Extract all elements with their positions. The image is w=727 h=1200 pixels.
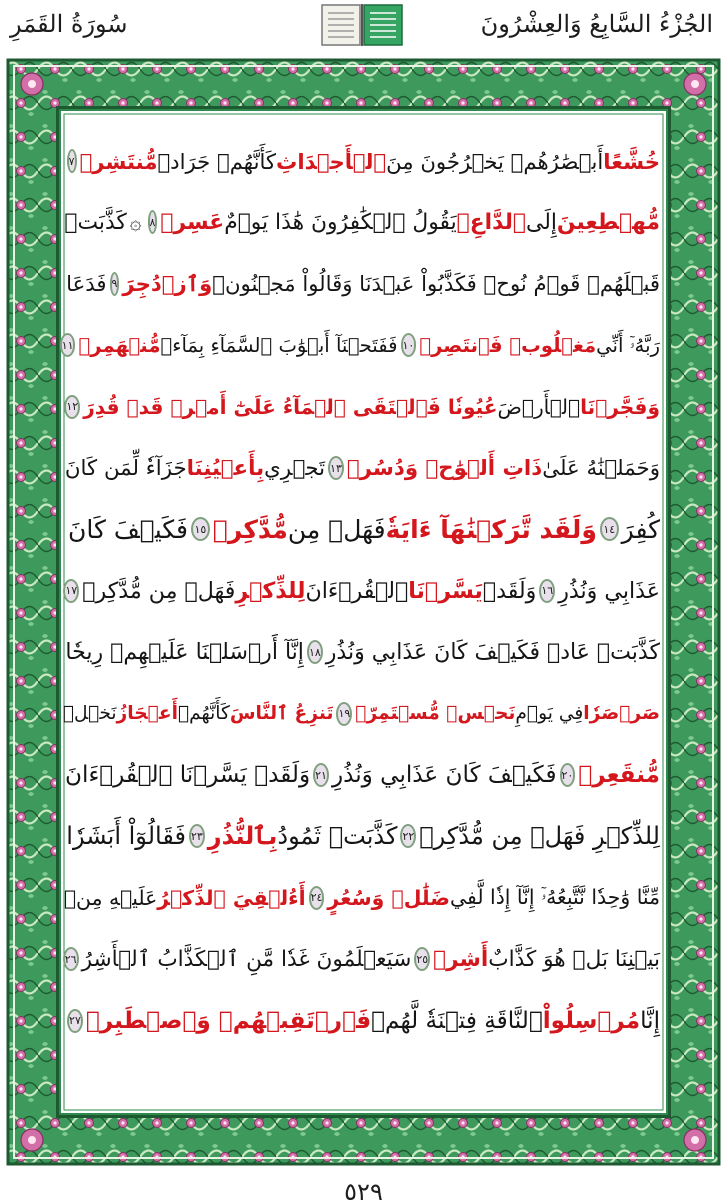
verse-text: يَقُولُ ٱلۡكَٰفِرُونَ هَٰذَا يَوۡمٌ bbox=[224, 209, 457, 235]
verse-line bbox=[64, 929, 660, 989]
ayah-number-marker[interactable]: ١٧ bbox=[63, 579, 79, 603]
juz-title: الجُزْءُ السَّابِعُ وَالعِشْرُونَ bbox=[480, 10, 713, 38]
verse-text: إِنَّآ أَرۡسَلۡنَا عَلَيۡهِمۡ رِيحٗا bbox=[65, 639, 304, 665]
verse-line bbox=[68, 991, 660, 1051]
verse-text: فَكَيۡفَ كَانَ عَذَابِي وَنُذُرِ bbox=[331, 762, 557, 788]
ayah-number-marker[interactable]: ١٢ bbox=[64, 395, 80, 419]
verse-text: كَأَنَّهُمۡ جَرَادٞ bbox=[157, 148, 277, 174]
tajweed-highlight-text: خُشَّعًا bbox=[603, 148, 660, 174]
tajweed-highlight-text: مُّهۡطِعِينَ bbox=[556, 209, 660, 235]
verse-line bbox=[68, 254, 660, 314]
tajweed-highlight-text: أَشِرٞ bbox=[433, 946, 489, 972]
verse-text: عَلَيۡهِ مِنۢ bbox=[63, 885, 158, 910]
verse-text: كَذَّبَتۡ ثَمُودُ bbox=[277, 822, 398, 851]
tajweed-highlight-text: يَسَّرۡنَا bbox=[408, 577, 483, 604]
verse-text: أَبۡصَٰرُهُمۡ يَخۡرُجُونَ مِنَ bbox=[386, 148, 604, 174]
tajweed-highlight-text: ٱلدَّاعِۖ bbox=[456, 209, 527, 235]
tajweed-highlight-text: ضَلَٰلٖ وَسُعُرٍ bbox=[327, 885, 450, 910]
verse-text: ٱلۡقُرۡءَانَ bbox=[305, 577, 409, 604]
tajweed-highlight-text: بِٱلنُّذُرِ bbox=[207, 822, 278, 851]
ayah-number-marker[interactable]: ٢٣ bbox=[189, 824, 205, 848]
verse-text: جَزَآءٗ لِّمَن كَانَ bbox=[64, 455, 187, 481]
ayah-number-marker[interactable]: ٨ bbox=[148, 210, 158, 234]
tajweed-highlight-text: فَٱرۡتَقِبۡهُمۡ وَٱصۡطَبِرۡ bbox=[85, 1007, 372, 1034]
verse-text: ٱلۡأَرۡضَ bbox=[497, 394, 581, 419]
ayah-number-marker[interactable]: ٩ bbox=[110, 272, 120, 296]
verse-text: فَكَيۡفَ كَانَ bbox=[68, 514, 189, 544]
verse-text: فَدَعَا bbox=[66, 271, 107, 297]
ayah-number-marker[interactable]: ٢٥ bbox=[414, 947, 430, 971]
verse-text: فَهَلۡ مِن مُّدَّكِرٖ bbox=[82, 577, 236, 604]
ayah-number-marker[interactable]: ٢١ bbox=[313, 763, 329, 787]
verse-text: كَأَنَّهُمۡ bbox=[177, 703, 230, 725]
verse-text: كَذَّبَتۡ عَادٞ فَكَيۡفَ كَانَ عَذَابِي وَنُذُرِ bbox=[325, 639, 660, 665]
tajweed-highlight-text: ٱلۡأَجۡدَاثِ bbox=[276, 148, 387, 174]
quran-text-panel bbox=[61, 119, 660, 1085]
tajweed-highlight-text: وَٱزۡدُجِرَ bbox=[122, 271, 213, 297]
verse-text: فِي يَوۡمِ bbox=[515, 703, 584, 725]
ayah-number-marker[interactable]: ١٣ bbox=[328, 456, 344, 480]
tajweed-highlight-text: وَلَقَد تَّرَكۡنَٰهَآ ءَايَةٗ bbox=[385, 514, 597, 544]
verse-text: وَلَقَدۡ يَسَّرۡنَا ٱلۡقُرۡءَانَ bbox=[65, 762, 311, 788]
verse-line bbox=[64, 438, 660, 498]
tajweed-highlight-text: مُّنقَعِرٖ bbox=[578, 762, 660, 788]
page-number: ٥٢٩ bbox=[344, 1178, 383, 1200]
ayah-number-marker[interactable]: ١٦ bbox=[539, 579, 555, 603]
verse-text: مِّنَّا وَٰحِدٗا نَّتَّبِعُهُۥٓ إِنَّآ إِذٗا لَّفِي bbox=[449, 885, 660, 910]
verse-text: بَيۡنِنَا بَلۡ هُوَ كَذَّابٌ bbox=[488, 946, 660, 972]
tajweed-highlight-text: ذَاتِ أَلۡوَٰحٖ وَدُسُرٖ bbox=[346, 455, 543, 481]
verse-line bbox=[65, 622, 660, 682]
verse-text: سَيَعۡلَمُونَ غَدٗا مَّنِ ٱلۡكَذَّابُ ٱلۡأَشِرُ bbox=[81, 946, 412, 972]
tajweed-highlight-text: مُرۡسِلُواْ bbox=[542, 1007, 641, 1034]
tajweed-highlight-text: تَنزِعُ ٱلنَّاسَ bbox=[229, 703, 334, 725]
tajweed-highlight-text: مُّنتَشِرٞ bbox=[79, 148, 158, 174]
verse-line bbox=[68, 499, 660, 559]
verse-text: إِنَّا bbox=[640, 1007, 660, 1034]
tajweed-highlight-text: وَفَجَّرۡنَا bbox=[580, 394, 660, 419]
tajweed-highlight-text: أَعۡجَازُ bbox=[116, 703, 178, 725]
tajweed-highlight-text: نَحۡسٖ مُّسۡتَمِرّٖ bbox=[355, 703, 516, 725]
tajweed-highlight-text: لِلذِّكۡرِ bbox=[235, 577, 306, 604]
verse-text: كَذَّبَتۡ bbox=[64, 209, 127, 235]
verse-line bbox=[68, 806, 660, 866]
verse-line bbox=[62, 684, 660, 744]
verse-text: إِلَى bbox=[526, 209, 557, 235]
verse-text: نَخۡلٖ bbox=[62, 703, 117, 725]
verse-line bbox=[65, 561, 660, 621]
verse-text: لِلذِّكۡرِ فَهَلۡ مِن مُّدَّكِرٖ bbox=[419, 822, 660, 851]
verse-line bbox=[61, 315, 660, 375]
ayah-number-marker[interactable]: ٢٧ bbox=[67, 1009, 83, 1033]
tajweed-highlight-text: صَرۡصَرٗا bbox=[583, 703, 660, 725]
surah-title: سُورَةُ القَمَرِ bbox=[10, 10, 128, 38]
verse-text: قَبۡلَهُمۡ قَوۡمُ نُوحٖ فَكَذَّبُواْ عَبۡدَنَا وَقَالُواْ مَجۡنُونٞ bbox=[212, 271, 660, 297]
verse-text: وَلَقَدۡ bbox=[482, 577, 537, 604]
ayah-number-marker[interactable]: ١٤ bbox=[600, 517, 619, 541]
verse-text: فَهَلۡ مِن bbox=[287, 514, 386, 544]
verse-text: كُفِرَ bbox=[621, 514, 660, 544]
tajweed-highlight-text: بِأَعۡيُنِنَا bbox=[186, 455, 265, 481]
tajweed-highlight-text: مَغۡلُوبٞ فَٱنتَصِرۡ bbox=[419, 333, 597, 357]
ayah-number-marker[interactable]: ٢٦ bbox=[63, 947, 79, 971]
ayah-number-marker[interactable]: ١٠ bbox=[401, 333, 417, 357]
open-book-icon[interactable] bbox=[318, 2, 406, 48]
verse-text: فَفَتَحۡنَآ أَبۡوَٰبَ ٱلسَّمَآءِ بِمَآءٖ bbox=[160, 333, 398, 357]
verse-text: وَحَمَلۡنَٰهُ عَلَىٰ bbox=[542, 455, 660, 481]
ayah-number-marker[interactable]: ٢٠ bbox=[560, 763, 576, 787]
ayah-number-marker[interactable]: ١٩ bbox=[336, 702, 352, 726]
verse-text: فَقَالُوٓاْ أَبَشَرٗا bbox=[66, 822, 186, 851]
verse-line bbox=[68, 377, 660, 437]
ayah-number-marker[interactable]: ٢٢ bbox=[400, 824, 416, 848]
verse-line bbox=[65, 745, 660, 805]
verse-line bbox=[64, 192, 660, 252]
verse-text: عَذَابِي وَنُذُرِ bbox=[558, 577, 660, 604]
verse-text: ٱلنَّاقَةِ فِتۡنَةٗ لَّهُمۡ bbox=[371, 1007, 543, 1034]
ayah-number-marker[interactable]: ٢٤ bbox=[309, 886, 325, 910]
tajweed-highlight-text: مُّدَّكِرٖ bbox=[212, 514, 288, 544]
tajweed-highlight-text: مُّنۡهَمِرٖ bbox=[78, 333, 161, 357]
verse-text: تَجۡرِي bbox=[264, 455, 326, 481]
tajweed-highlight-text: عَسِرٞ bbox=[160, 209, 225, 235]
ayah-number-marker[interactable]: ٧ bbox=[67, 149, 77, 173]
verse-line bbox=[68, 131, 660, 191]
ayah-number-marker[interactable]: ١١ bbox=[60, 333, 76, 357]
tajweed-highlight-text: عُيُونٗا فَٱلۡتَقَى ٱلۡمَآءُ عَلَىٰٓ أَمۡرٖ قَدۡ قُدِرَ bbox=[83, 394, 498, 419]
verse-text: رَبَّهُۥٓ أَنِّي bbox=[596, 333, 660, 357]
ayah-number-marker[interactable]: ١٨ bbox=[307, 640, 323, 664]
verse-line bbox=[63, 868, 660, 928]
ayah-number-marker[interactable]: ١٥ bbox=[191, 517, 210, 541]
tajweed-highlight-text: أَءُلۡقِيَ ٱلذِّكۡرُ bbox=[157, 885, 306, 910]
hizb-quarter-icon: ۞ bbox=[129, 210, 142, 235]
